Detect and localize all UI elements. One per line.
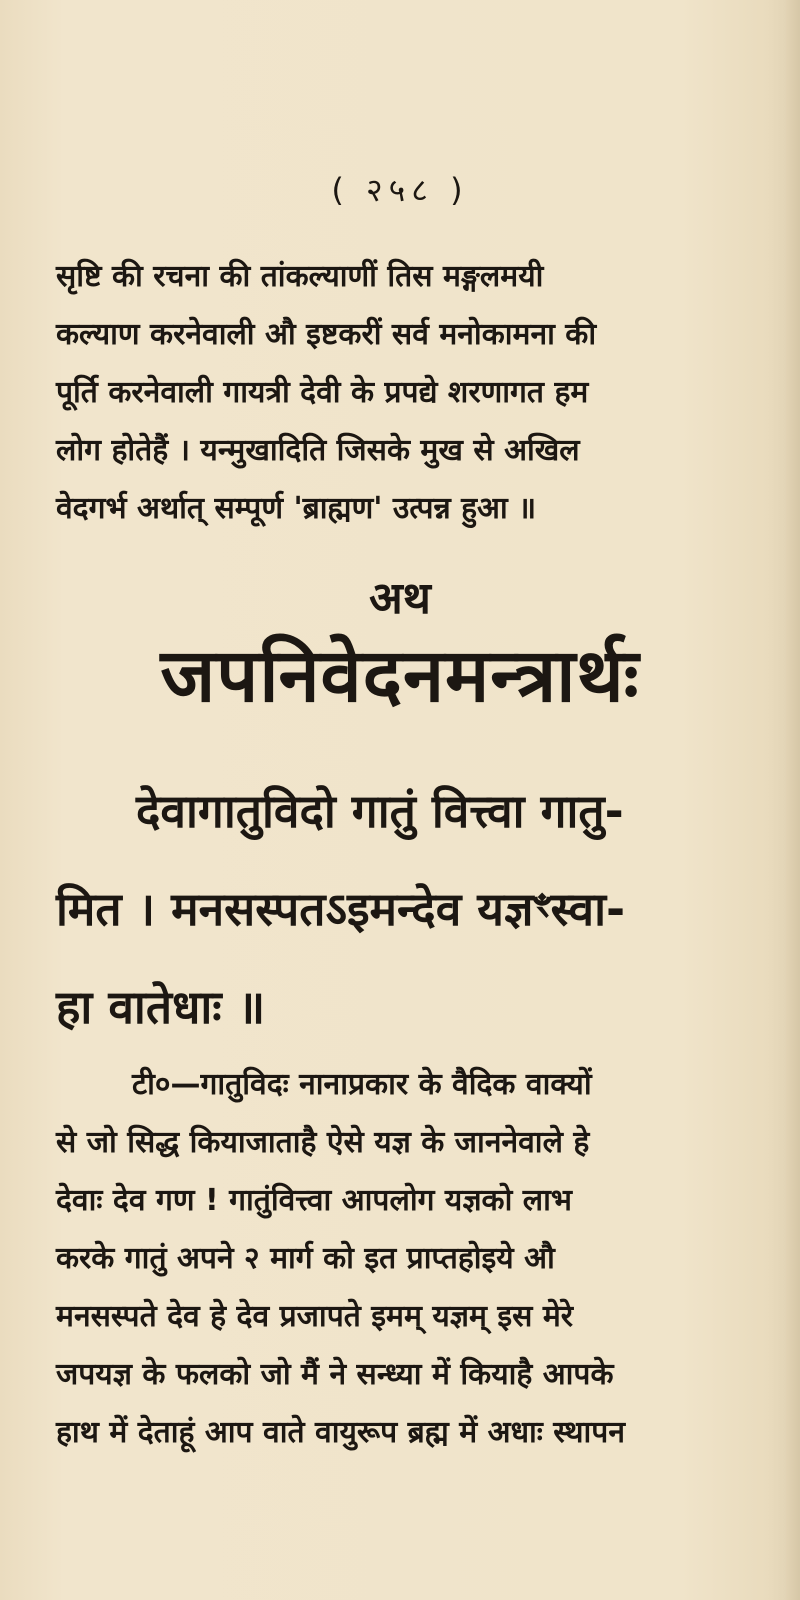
- text-line: सृष्टि की रचना की तांकल्याणीं तिस मङ्गलमयी: [56, 259, 544, 294]
- commentary-line: टी०—गातुविदः नानाप्रकार के वैदिक वाक्यों: [132, 1067, 592, 1102]
- text-line: लोग होतेहैं । यन्मुखादिति जिसके मुख से अखिल: [56, 433, 580, 468]
- commentary-line: मनसस्पते देव हे देव प्रजापते इमम् यज्ञम् इस मेरे: [56, 1299, 574, 1334]
- mantra-line: देवागातुविदो गातुं वित्त्वा गातु-: [136, 784, 624, 838]
- commentary-paragraph: [56, 1056, 736, 1462]
- atha-heading: अथ: [369, 573, 431, 624]
- page-edge: [786, 0, 800, 1600]
- commentary-line: हाथ में देताहूं आप वाते वायुरूप ब्रह्म में अधाः स्थापन: [56, 1415, 625, 1450]
- mantra-line: हा वातेधाः ॥: [56, 980, 266, 1034]
- text-line: कल्याण करनेवाली औ इष्टकरीं सर्व मनोकामना की: [56, 317, 597, 352]
- mantra-line: मित । मनसस्पतऽइमन्देव यज्ञꣳस्वा-: [56, 882, 626, 936]
- page-number: ( २५८ ): [331, 171, 469, 209]
- text-line: पूर्ति करनेवाली गायत्री देवी के प्रपद्ये शरणागत हम: [56, 375, 589, 410]
- section-title: जपनिवेदनमन्त्रार्थः: [160, 633, 640, 719]
- commentary-line: देवाः देव गण ! गातुंवित्त्वा आपलोग यज्ञको लाभ: [56, 1183, 573, 1218]
- commentary-line: जपयज्ञ के फलको जो मैं ने सन्ध्या में कियाहै आपके: [56, 1357, 614, 1392]
- intro-paragraph: [56, 248, 736, 538]
- text-line: वेदगर्भ अर्थात् सम्पूर्ण 'ब्राह्मण' उत्पन्न हुआ ॥: [56, 491, 537, 526]
- mantra-verse: [56, 762, 756, 1056]
- commentary-line: करके गातुं अपने २ मार्ग को इत प्राप्तहोइये औ: [56, 1241, 555, 1276]
- commentary-line: से जो सिद्ध कियाजाताहै ऐसे यज्ञ के जाननेवाले हे: [56, 1125, 590, 1160]
